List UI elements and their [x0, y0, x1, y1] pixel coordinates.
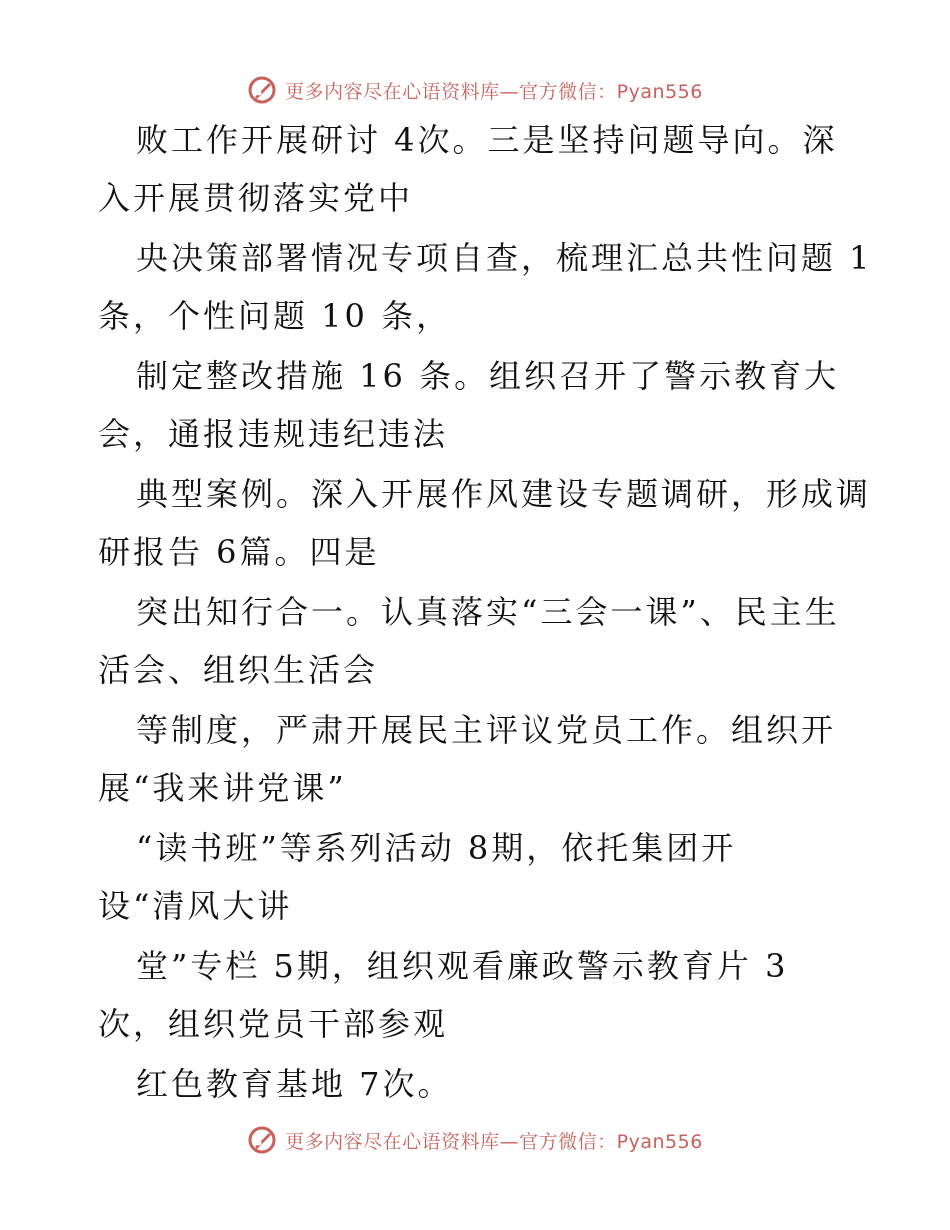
- text-line: 堂”专栏 5期，组织观看廉政警示教育片 3: [136, 947, 789, 985]
- text-line: 央决策部署情况专项自查，梳理汇总共性问题 1: [136, 239, 873, 277]
- text-line: 突出知行合一。认真落实“三会一课”、民主生: [136, 593, 840, 631]
- text-line: 会，通报违规违纪违法: [98, 415, 449, 453]
- text-line: 条，个性问题 10 条，: [98, 297, 452, 335]
- text-line: 败工作开展研讨 4次。三是坚持问题导向。深: [136, 121, 838, 159]
- text-line: 红色教育基地 7次。: [136, 1065, 453, 1103]
- text-line: 入开展贯彻落实党中: [98, 179, 414, 217]
- text-line: 典型案例。深入开展作风建设专题调研，形成调: [136, 475, 872, 513]
- text-line: 制定整改措施 16 条。组织召开了警示教育大: [136, 357, 840, 395]
- quill-logo-icon: [247, 75, 277, 105]
- watermark-footer: [0, 1120, 950, 1160]
- watermark-header: [0, 70, 950, 110]
- watermark-text: 更多内容尽在心语资料库—官方微信：Pyan556: [285, 1130, 703, 1153]
- text-line: 活会、组织生活会: [98, 651, 379, 689]
- text-line: 展“我来讲党课”: [98, 769, 347, 807]
- quill-logo-icon: [247, 1125, 277, 1155]
- text-line: 研报告 6篇。四是: [98, 533, 380, 571]
- text-line: 次，组织党员干部参观: [98, 1005, 449, 1043]
- watermark-text: 更多内容尽在心语资料库—官方微信：Pyan556: [285, 80, 703, 103]
- text-line: 设“清风大讲: [98, 887, 293, 925]
- text-line: 等制度，严肃开展民主评议党员工作。组织开: [136, 711, 837, 749]
- text-line: “读书班”等系列活动 8期，依托集团开: [136, 829, 737, 867]
